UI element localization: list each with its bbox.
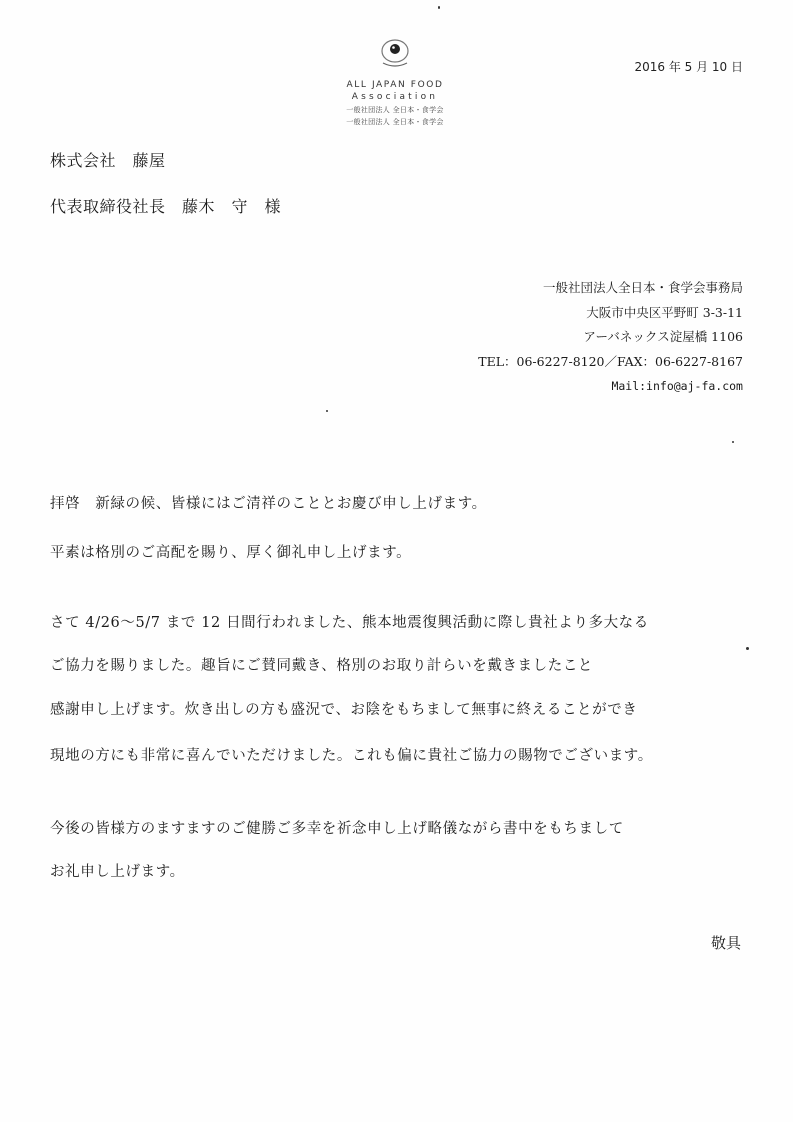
- sender-address-1: 大阪市中央区平野町 3-3-11: [586, 304, 743, 320]
- sender-org: 一般社団法人全日本・食学会事務局: [542, 280, 743, 295]
- scan-speck: [746, 647, 749, 650]
- body-line: ご協力を賜りました。趣旨にご賛同戴き、格別のお取り計らいを戴きましたこと: [50, 658, 594, 674]
- recipient-person: 代表取締役社長 藤木 守 様: [50, 197, 282, 216]
- greeting-line: 拝啓 新緑の候、皆様にはご清祥のこととお慶び申し上げます。: [50, 496, 487, 512]
- logo-name-ja-stamp: 一般社団法人 全日本・食学会: [346, 118, 444, 126]
- recipient-company: 株式会社 藤屋: [50, 151, 166, 170]
- body-line: 現地の方にも非常に喜んでいただけました。これも偏に貴社ご協力の賜物でございます。: [50, 748, 653, 764]
- sender-mail: Mail:info@aj-fa.com: [611, 379, 743, 393]
- closing-keigu: 敬具: [710, 934, 741, 952]
- scan-speck: [438, 6, 440, 9]
- scan-speck: [732, 441, 734, 443]
- logo-name-en: ALL JAPAN FOOD: [346, 80, 444, 90]
- association-logo: [330, 36, 460, 128]
- body-line: お礼申し上げます。: [50, 864, 185, 880]
- body-line: 感謝申し上げます。炊き出しの方も盛況で、お陰をもちまして無事に終えることができ: [50, 702, 638, 718]
- body-line: さて 4/26～5/7 まで 12 日間行われました、熊本地震復興活動に際し貴社より多大なる: [50, 615, 649, 631]
- face-logo-icon: [375, 36, 415, 70]
- sender-block: [478, 276, 743, 399]
- logo-association-en: Association: [351, 92, 439, 102]
- scan-speck: [326, 410, 328, 412]
- logo-name-ja: 一般社団法人 全日本・食学会: [346, 106, 444, 114]
- sender-tel-fax: TEL：06-6227-8120／FAX：06-6227-8167: [478, 353, 743, 369]
- body-line: 今後の皆様方のますますのご健勝ご多幸を祈念申し上げ略儀ながら書中をもちまして: [50, 821, 624, 837]
- greeting-line-2: 平素は格別のご高配を賜り、厚く御礼申し上げます。: [50, 545, 412, 561]
- sender-address-2: アーバネックス淀屋橋 1106: [583, 329, 743, 344]
- letter-date: 2016 年 5 月 10 日: [634, 60, 743, 74]
